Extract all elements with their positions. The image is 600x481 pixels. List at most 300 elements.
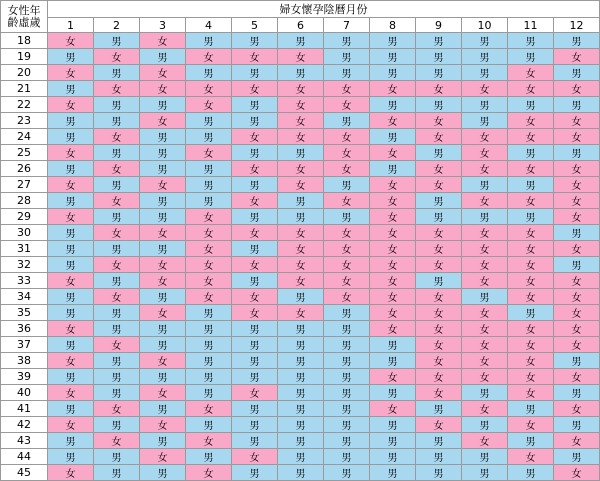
prediction-cell: 女 [94,401,140,417]
age-cell: 24 [1,129,48,145]
table-row [1,177,600,193]
prediction-cell: 女 [554,305,600,321]
age-cell: 27 [1,177,48,193]
prediction-cell: 男 [324,321,370,337]
prediction-cell: 女 [232,385,278,401]
prediction-cell: 男 [508,49,554,65]
prediction-cell: 男 [140,337,186,353]
prediction-cell: 女 [140,385,186,401]
prediction-cell: 男 [140,209,186,225]
prediction-cell: 女 [462,145,508,161]
prediction-cell: 男 [94,145,140,161]
prediction-cell: 女 [554,113,600,129]
prediction-cell: 男 [370,337,416,353]
prediction-cell: 女 [416,241,462,257]
prediction-cell: 女 [370,257,416,273]
prediction-cell: 男 [278,193,324,209]
prediction-cell: 男 [186,33,232,49]
prediction-cell: 男 [554,417,600,433]
prediction-cell: 男 [508,465,554,481]
prediction-cell: 女 [462,129,508,145]
prediction-cell: 男 [278,65,324,81]
table-row [1,273,600,289]
prediction-cell: 女 [416,417,462,433]
prediction-cell: 男 [416,65,462,81]
prediction-cell: 女 [186,257,232,273]
prediction-cell: 女 [186,289,232,305]
prediction-cell: 男 [416,273,462,289]
prediction-cell: 女 [48,33,94,49]
table-row [1,417,600,433]
month-header-12: 12 [554,18,600,33]
prediction-cell: 女 [462,257,508,273]
prediction-cell: 女 [554,81,600,97]
prediction-cell: 男 [94,209,140,225]
prediction-cell: 男 [370,49,416,65]
prediction-cell: 男 [186,113,232,129]
age-cell: 44 [1,449,48,465]
prediction-cell: 女 [508,81,554,97]
prediction-cell: 男 [48,193,94,209]
prediction-cell: 男 [48,113,94,129]
prediction-cell: 男 [416,209,462,225]
prediction-cell: 女 [370,273,416,289]
prediction-cell: 女 [370,305,416,321]
prediction-cell: 男 [94,321,140,337]
table-row [1,145,600,161]
table-row [1,193,600,209]
prediction-cell: 女 [278,305,324,321]
prediction-cell: 男 [370,33,416,49]
table-row [1,65,600,81]
table-row [1,353,600,369]
table-row [1,433,600,449]
prediction-cell: 男 [186,369,232,385]
prediction-cell: 女 [508,65,554,81]
prediction-cell: 男 [48,433,94,449]
table-row [1,209,600,225]
prediction-cell: 女 [186,465,232,481]
prediction-cell: 女 [278,177,324,193]
prediction-cell: 女 [278,81,324,97]
month-header-7: 7 [324,18,370,33]
prediction-cell: 女 [554,401,600,417]
prediction-cell: 男 [324,209,370,225]
month-header-3: 3 [140,18,186,33]
prediction-cell: 女 [186,273,232,289]
prediction-cell: 女 [370,225,416,241]
prediction-cell: 女 [140,81,186,97]
table-row [1,321,600,337]
prediction-cell: 女 [508,369,554,385]
page-title: 婦女懷孕陰曆月份 [48,1,600,18]
prediction-cell: 女 [462,193,508,209]
prediction-cell: 男 [508,33,554,49]
prediction-cell: 女 [94,225,140,241]
prediction-cell: 男 [48,161,94,177]
prediction-cell: 男 [232,369,278,385]
row-header-label [1,1,48,33]
prediction-cell: 女 [48,321,94,337]
prediction-cell: 女 [370,321,416,337]
prediction-cell: 男 [94,65,140,81]
prediction-cell: 女 [94,129,140,145]
prediction-cell: 女 [462,225,508,241]
prediction-cell: 男 [278,449,324,465]
prediction-cell: 女 [186,49,232,65]
prediction-cell: 男 [370,433,416,449]
prediction-cell: 女 [416,113,462,129]
table-row [1,33,600,49]
prediction-cell: 男 [324,65,370,81]
age-cell: 29 [1,209,48,225]
prediction-cell: 男 [186,65,232,81]
prediction-cell: 男 [462,449,508,465]
prediction-cell: 男 [48,369,94,385]
age-cell: 32 [1,257,48,273]
prediction-cell: 女 [370,193,416,209]
prediction-cell: 男 [278,145,324,161]
prediction-cell: 男 [508,209,554,225]
prediction-cell: 女 [462,337,508,353]
age-cell: 45 [1,465,48,481]
prediction-cell: 男 [232,145,278,161]
prediction-cell: 男 [140,161,186,177]
prediction-cell: 女 [324,145,370,161]
prediction-cell: 男 [416,465,462,481]
table-row [1,97,600,113]
prediction-cell: 男 [186,161,232,177]
prediction-cell: 女 [554,209,600,225]
month-header-11: 11 [508,18,554,33]
prediction-cell: 女 [370,145,416,161]
prediction-cell: 男 [94,305,140,321]
prediction-cell: 男 [48,129,94,145]
prediction-cell: 男 [462,289,508,305]
prediction-cell: 女 [48,145,94,161]
prediction-cell: 女 [140,273,186,289]
prediction-cell: 男 [278,321,324,337]
prediction-cell: 男 [186,305,232,321]
prediction-cell: 男 [324,369,370,385]
table-row [1,257,600,273]
age-cell: 23 [1,113,48,129]
prediction-cell: 男 [232,433,278,449]
prediction-cell: 女 [94,193,140,209]
prediction-cell: 女 [508,161,554,177]
prediction-cell: 男 [324,353,370,369]
prediction-cell: 女 [140,177,186,193]
prediction-cell: 女 [554,193,600,209]
prediction-cell: 女 [324,97,370,113]
prediction-cell: 男 [324,417,370,433]
prediction-cell: 男 [278,417,324,433]
prediction-cell: 女 [232,161,278,177]
prediction-cell: 男 [324,465,370,481]
age-cell: 33 [1,273,48,289]
table-row [1,289,600,305]
prediction-cell: 女 [508,321,554,337]
prediction-cell: 女 [416,129,462,145]
prediction-cell: 女 [416,369,462,385]
prediction-cell: 女 [48,353,94,369]
prediction-cell: 女 [554,433,600,449]
prediction-cell: 男 [48,401,94,417]
prediction-cell: 女 [370,177,416,193]
age-cell: 42 [1,417,48,433]
age-cell: 28 [1,193,48,209]
prediction-cell: 女 [140,225,186,241]
prediction-cell: 男 [232,337,278,353]
prediction-cell: 女 [48,177,94,193]
prediction-cell: 男 [48,305,94,321]
prediction-cell: 女 [462,401,508,417]
prediction-cell: 男 [416,449,462,465]
prediction-cell: 女 [186,225,232,241]
prediction-cell: 男 [232,33,278,49]
prediction-cell: 男 [232,417,278,433]
prediction-cell: 女 [462,433,508,449]
prediction-cell: 女 [324,289,370,305]
prediction-cell: 男 [232,401,278,417]
prediction-cell: 女 [416,289,462,305]
table-row [1,81,600,97]
month-header-10: 10 [462,18,508,33]
prediction-cell: 女 [140,33,186,49]
prediction-cell: 男 [278,385,324,401]
prediction-cell: 男 [232,465,278,481]
prediction-cell: 男 [462,209,508,225]
table-row [1,113,600,129]
prediction-cell: 女 [554,177,600,193]
prediction-cell: 男 [186,193,232,209]
prediction-cell: 女 [232,449,278,465]
prediction-cell: 女 [140,65,186,81]
prediction-cell: 男 [324,433,370,449]
prediction-cell: 女 [554,337,600,353]
prediction-cell: 男 [462,417,508,433]
prediction-cell: 女 [508,193,554,209]
prediction-cell: 男 [370,385,416,401]
prediction-cell: 女 [186,81,232,97]
prediction-cell: 男 [508,401,554,417]
prediction-cell: 女 [324,193,370,209]
prediction-cell: 男 [416,97,462,113]
prediction-cell: 男 [140,129,186,145]
prediction-cell: 男 [186,177,232,193]
prediction-cell: 女 [278,241,324,257]
prediction-cell: 女 [94,257,140,273]
table-row [1,161,600,177]
prediction-cell: 男 [554,97,600,113]
prediction-cell: 男 [140,401,186,417]
prediction-cell: 女 [416,321,462,337]
prediction-cell: 男 [232,177,278,193]
prediction-cell: 男 [186,337,232,353]
prediction-cell: 男 [462,97,508,113]
prediction-cell: 男 [140,465,186,481]
prediction-cell: 男 [324,177,370,193]
table-row [1,241,600,257]
prediction-cell: 女 [48,465,94,481]
age-cell: 37 [1,337,48,353]
prediction-cell: 男 [48,337,94,353]
prediction-cell: 女 [554,321,600,337]
prediction-cell: 男 [186,129,232,145]
prediction-cell: 女 [324,129,370,145]
prediction-cell: 女 [140,449,186,465]
prediction-cell: 男 [370,65,416,81]
age-cell: 40 [1,385,48,401]
prediction-cell: 女 [278,49,324,65]
table-row [1,225,600,241]
prediction-cell: 男 [370,129,416,145]
age-cell: 36 [1,321,48,337]
prediction-cell: 男 [278,353,324,369]
prediction-cell: 男 [324,337,370,353]
prediction-cell: 男 [140,433,186,449]
month-header-9: 9 [416,18,462,33]
prediction-cell: 女 [462,273,508,289]
prediction-cell: 男 [462,385,508,401]
table-row [1,385,600,401]
prediction-cell: 女 [94,433,140,449]
prediction-cell: 女 [324,273,370,289]
prediction-cell: 女 [554,241,600,257]
prediction-cell: 男 [278,465,324,481]
table-body [1,33,600,481]
prediction-cell: 男 [140,193,186,209]
prediction-cell: 女 [232,81,278,97]
prediction-cell: 男 [462,65,508,81]
prediction-cell: 男 [140,145,186,161]
prediction-cell: 男 [94,465,140,481]
prediction-cell: 女 [508,417,554,433]
prediction-cell: 女 [416,225,462,241]
age-cell: 22 [1,97,48,113]
prediction-cell: 女 [416,257,462,273]
prediction-cell: 女 [232,305,278,321]
prediction-cell: 男 [508,145,554,161]
table-row [1,305,600,321]
prediction-cell: 女 [94,289,140,305]
prediction-cell: 男 [186,321,232,337]
month-header-5: 5 [232,18,278,33]
prediction-cell: 女 [462,369,508,385]
prediction-cell: 女 [186,241,232,257]
prediction-cell: 女 [186,145,232,161]
prediction-cell: 男 [94,385,140,401]
prediction-cell: 女 [508,113,554,129]
prediction-cell: 女 [140,113,186,129]
prediction-cell: 女 [508,337,554,353]
age-cell: 35 [1,305,48,321]
prediction-cell: 男 [140,241,186,257]
prediction-cell: 男 [370,417,416,433]
prediction-cell: 男 [462,33,508,49]
prediction-cell: 男 [508,97,554,113]
prediction-cell: 女 [462,161,508,177]
month-header-2: 2 [94,18,140,33]
prediction-cell: 男 [140,49,186,65]
prediction-cell: 女 [324,241,370,257]
prediction-cell: 女 [462,81,508,97]
age-cell: 38 [1,353,48,369]
prediction-cell: 男 [462,177,508,193]
month-header-8: 8 [370,18,416,33]
prediction-cell: 男 [140,289,186,305]
prediction-cell: 男 [278,401,324,417]
table-row [1,337,600,353]
prediction-cell: 女 [232,193,278,209]
prediction-cell: 男 [278,433,324,449]
prediction-cell: 男 [94,113,140,129]
prediction-cell: 女 [416,161,462,177]
month-header-row [1,18,600,33]
prediction-cell: 男 [140,369,186,385]
prediction-cell: 女 [508,129,554,145]
prediction-cell: 女 [508,385,554,401]
prediction-cell: 男 [508,305,554,321]
prediction-cell: 女 [48,385,94,401]
prediction-cell: 男 [232,65,278,81]
prediction-cell: 女 [370,241,416,257]
prediction-cell: 女 [370,369,416,385]
prediction-cell: 女 [232,257,278,273]
prediction-cell: 女 [140,417,186,433]
age-cell: 39 [1,369,48,385]
prediction-cell: 女 [94,337,140,353]
prediction-cell: 女 [232,225,278,241]
prediction-cell: 男 [48,49,94,65]
prediction-cell: 女 [508,353,554,369]
prediction-cell: 男 [94,177,140,193]
age-cell: 21 [1,81,48,97]
prediction-cell: 男 [554,353,600,369]
prediction-cell: 女 [554,161,600,177]
age-cell: 19 [1,49,48,65]
prediction-cell: 女 [48,65,94,81]
table-row [1,129,600,145]
prediction-cell: 男 [140,321,186,337]
prediction-cell: 女 [554,369,600,385]
month-header-6: 6 [278,18,324,33]
prediction-cell: 女 [508,289,554,305]
prediction-cell: 男 [416,33,462,49]
prediction-cell: 男 [48,225,94,241]
prediction-cell: 女 [94,49,140,65]
prediction-cell: 女 [462,321,508,337]
age-cell: 43 [1,433,48,449]
prediction-cell: 男 [186,385,232,401]
prediction-cell: 女 [324,161,370,177]
age-cell: 18 [1,33,48,49]
age-cell: 34 [1,289,48,305]
prediction-cell: 女 [370,209,416,225]
prediction-cell: 男 [416,193,462,209]
prediction-cell: 女 [370,113,416,129]
prediction-cell: 女 [508,241,554,257]
prediction-cell: 男 [324,33,370,49]
prediction-cell: 男 [94,33,140,49]
prediction-cell: 女 [232,129,278,145]
prediction-cell: 男 [186,417,232,433]
prediction-cell: 女 [508,225,554,241]
title-row [1,1,600,18]
prediction-cell: 男 [416,49,462,65]
prediction-cell: 女 [48,209,94,225]
month-header-1: 1 [48,18,94,33]
